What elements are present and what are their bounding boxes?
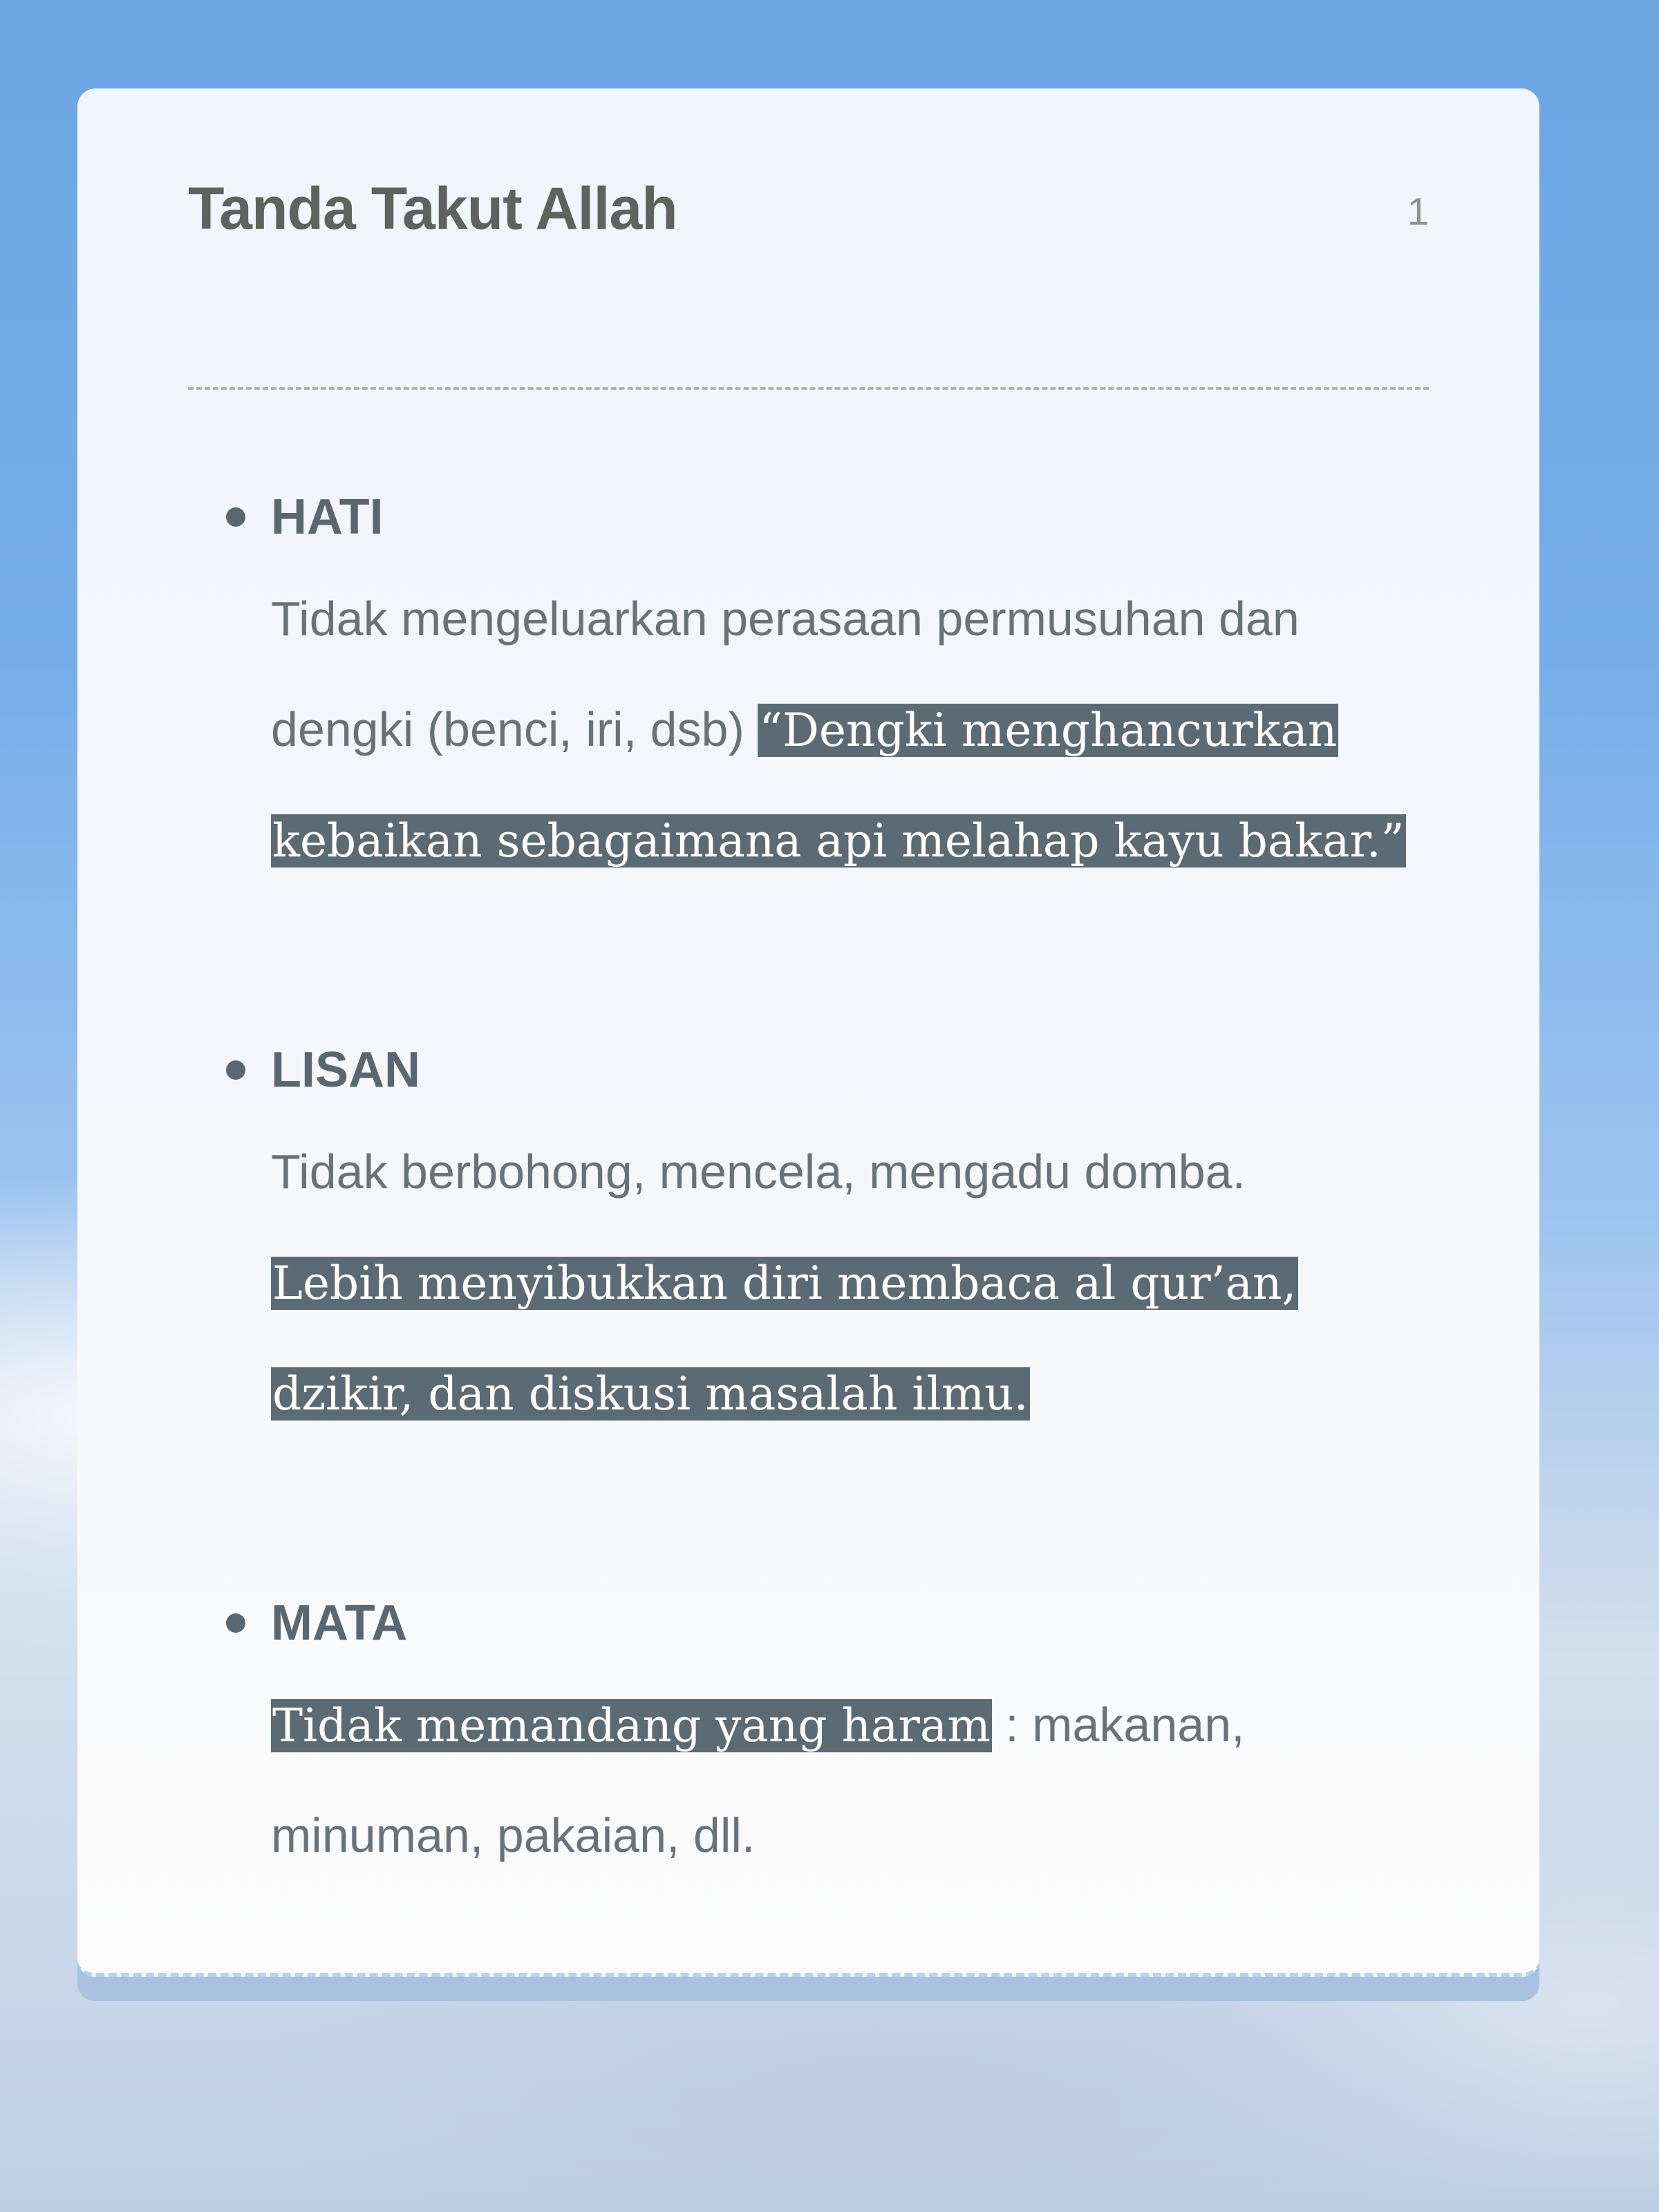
page-number: 1: [1407, 189, 1429, 233]
section-text-line: [271, 1694, 1245, 1757]
section-text-line: Tidak mengeluarkan perasaan permusuhan dan: [271, 592, 1300, 646]
section-text-line: Tidak berbohong, mencela, mengadu domba.: [271, 1145, 1246, 1199]
bullet-icon: [226, 1060, 245, 1080]
page-title: Tanda Takut Allah: [188, 176, 677, 242]
bullet-icon: [226, 1613, 245, 1633]
highlighted-text: Lebih menyibukkan diri membaca al qur’an,: [272, 1257, 1297, 1310]
highlighted-quote: “Dengki menghancurkan: [759, 704, 1338, 757]
section-heading: LISAN: [271, 1042, 420, 1098]
section-text-line: [271, 1362, 1030, 1425]
highlighted-text: dzikir, dan diskusi masalah ilmu.: [272, 1367, 1029, 1421]
plain-text: : makanan,: [991, 1698, 1245, 1752]
section-heading: HATI: [271, 489, 384, 545]
section-text-line: [271, 698, 1338, 762]
section-text-line: minuman, pakaian, dll.: [271, 1808, 756, 1862]
highlighted-quote: kebaikan sebagaimana api melahap kayu bakar.”: [272, 814, 1405, 868]
plain-text: dengki (benci, iri, dsb): [271, 702, 758, 756]
section-heading: MATA: [271, 1595, 408, 1651]
title-divider: [188, 387, 1429, 390]
highlighted-text: Tidak memandang yang haram: [272, 1699, 991, 1752]
section-text-line: [271, 1251, 1298, 1315]
bullet-icon: [226, 507, 245, 527]
section-text-line: [271, 809, 1406, 872]
note-card: [77, 88, 1539, 1977]
